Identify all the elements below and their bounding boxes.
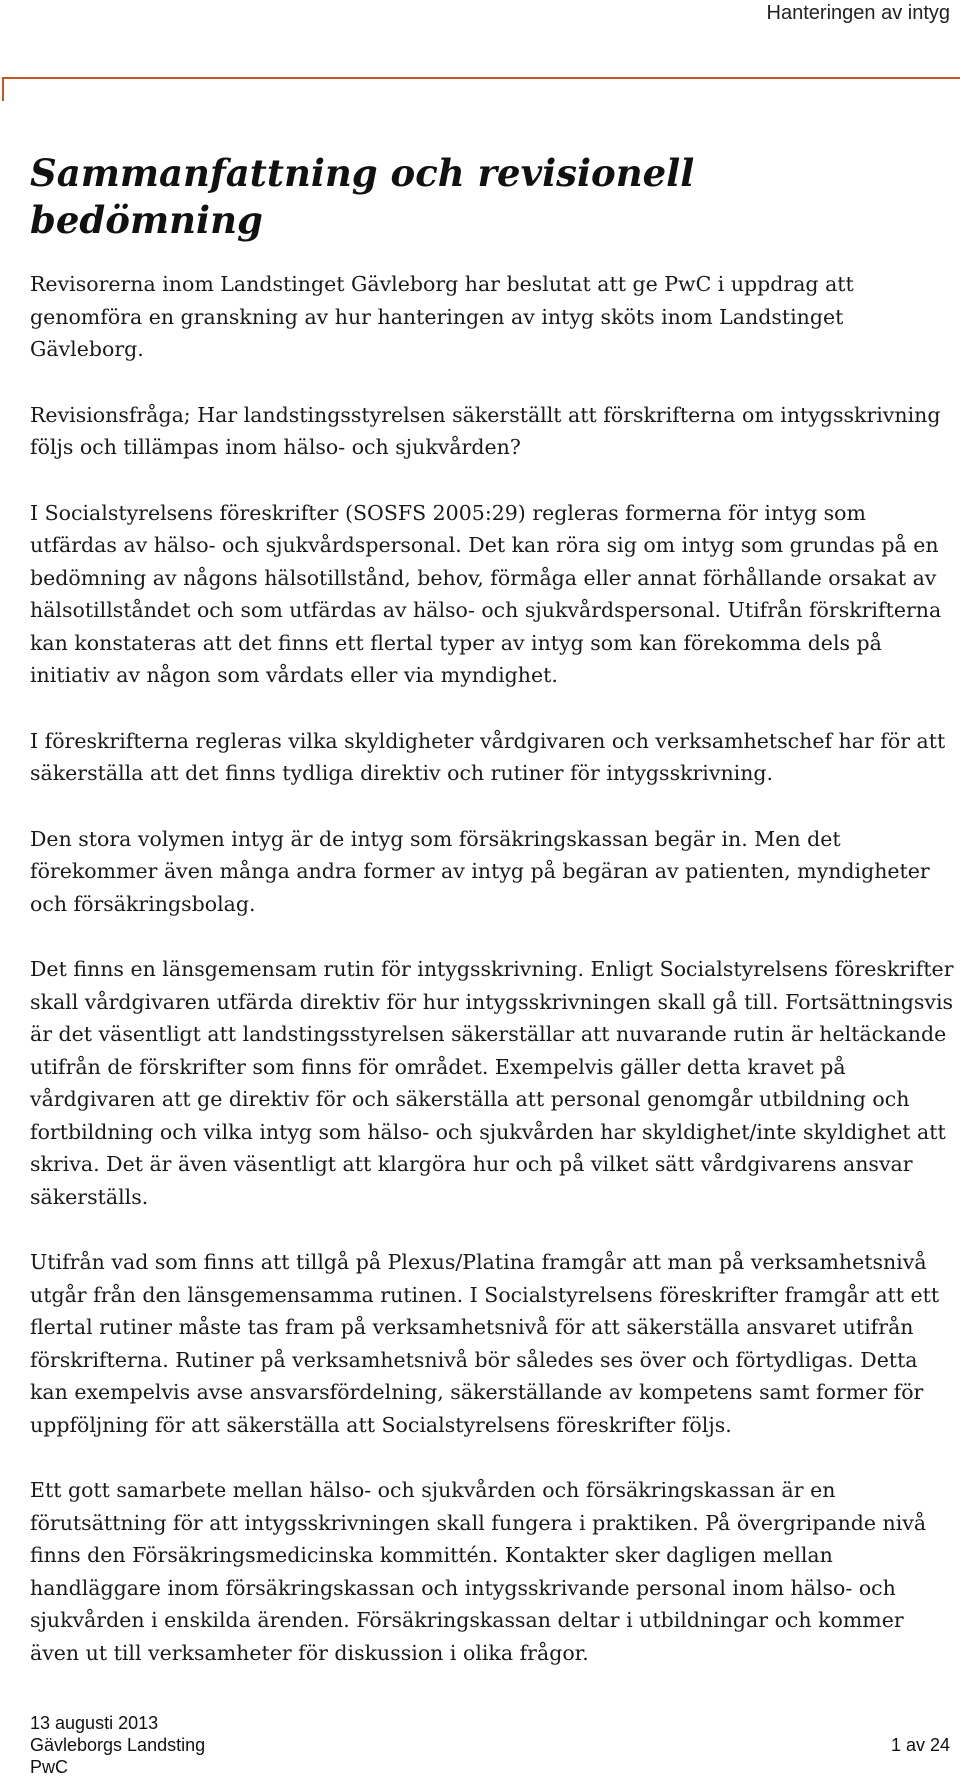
header-rule xyxy=(2,77,960,79)
paragraph-8: Ett gott samarbete mellan hälso- och sjukvården och försäkringskassan är en förutsättning för att intygsskrivningen skall fungera i praktiken. På övergripande nivå finns den Försäkringsmedicinska kommittén. Kontakter sker dagligen mellan handläggare inom försäkringskassan och intygsskrivande personal inom hälso- och sjukvården i enskilda ärenden. Försäkringskassan deltar i utbildningar och kommer även ut till verksamheter för diskussion i olika frågor. xyxy=(30,1478,927,1665)
footer xyxy=(30,1712,950,1778)
paragraph-4: I föreskrifterna regleras vilka skyldigheter vårdgivaren och verksamhetschef har för att säkerställa att det finns tydliga direktiv och rutiner för intygsskrivning. xyxy=(30,728,946,785)
footer-firm: PwC xyxy=(30,1757,69,1777)
body-text xyxy=(30,268,955,1702)
paragraph-2: Revisionsfråga; Har landstingsstyrelsen säkerställt att förskrifterna om intygsskrivning följs och tillämpas inom hälso- och sjukvården? xyxy=(30,402,941,459)
paragraph-7: Utifrån vad som finns att tillgå på Plexus/Platina framgår att man på verksamhetsnivå utgår från den länsgemensamma rutinen. I Socialstyrelsens föreskrifter framgår att ett flertal rutiner måste tas fram på verksamhetsnivå för att säkerställa ansvaret utifrån förskrifterna. Rutiner på verksamhetsnivå bör således ses över och förtydligas. Detta kan exempelvis avse ansvarsfördelning, säkerställande av kompetens samt former för uppföljning för att säkerställa att Socialstyrelsens föreskrifter följs. xyxy=(30,1250,940,1437)
paragraph-5: Den stora volymen intyg är de intyg som försäkringskassan begär in. Men det förekommer även många andra former av intyg på begäran av patienten, myndigheter och försäkringsbolag. xyxy=(30,826,930,916)
page-title: Sammanfattning och revisionell bedömning xyxy=(30,151,695,242)
footer-organization: Gävleborgs Landsting xyxy=(30,1735,206,1755)
paragraph-1: Revisorerna inom Landstinget Gävleborg har beslutat att ge PwC i uppdrag att genomföra en granskning av hur hanteringen av intyg sköts inom Landstinget Gävleborg. xyxy=(30,272,854,361)
running-header: Hanteringen av intyg xyxy=(766,2,950,24)
footer-date: 13 augusti 2013 xyxy=(30,1713,159,1733)
paragraph-6: Det finns en länsgemensam rutin för intygsskrivning. Enligt Socialstyrelsens föreskrifter skall vårdgivaren utfärda direktiv för hur intygsskrivningen skall gå till. Fortsättningsvis är det väsentligt att landstingsstyrelsen säkerställar att nuvarande rutin är heltäckande utifrån de förskrifter som finns för området. Exempelvis gäller detta kravet på vårdgivaren att ge direktiv för och säkerställa att personal genomgår utbildning och fortbildning och vilka intyg som hälso- och sjukvården har skyldighet/inte skyldighet att skriva. Det är även väsentligt att klargöra hur och på vilket sätt vårdgivarens ansvar säkerställs. xyxy=(30,957,954,1209)
paragraph-3: I Socialstyrelsens föreskrifter (SOSFS 2005:29) regleras formerna för intyg som utfärdas av hälso- och sjukvårdspersonal. Det kan röra sig om intyg som grundas på en bedömning av någons hälsotillstånd, behov, förmåga eller annat förhållande orsakat av hälsotillståndet och som utfärdas av hälso- och sjukvårdspersonal. Utifrån förskrifterna kan konstateras att det finns ett flertal typer av intyg som kan förekomma dels på initiativ av någon som vårdats eller via myndighet. xyxy=(30,500,942,687)
page-number: 1 av 24 xyxy=(890,1735,950,1755)
header-rule-tick xyxy=(2,77,4,101)
